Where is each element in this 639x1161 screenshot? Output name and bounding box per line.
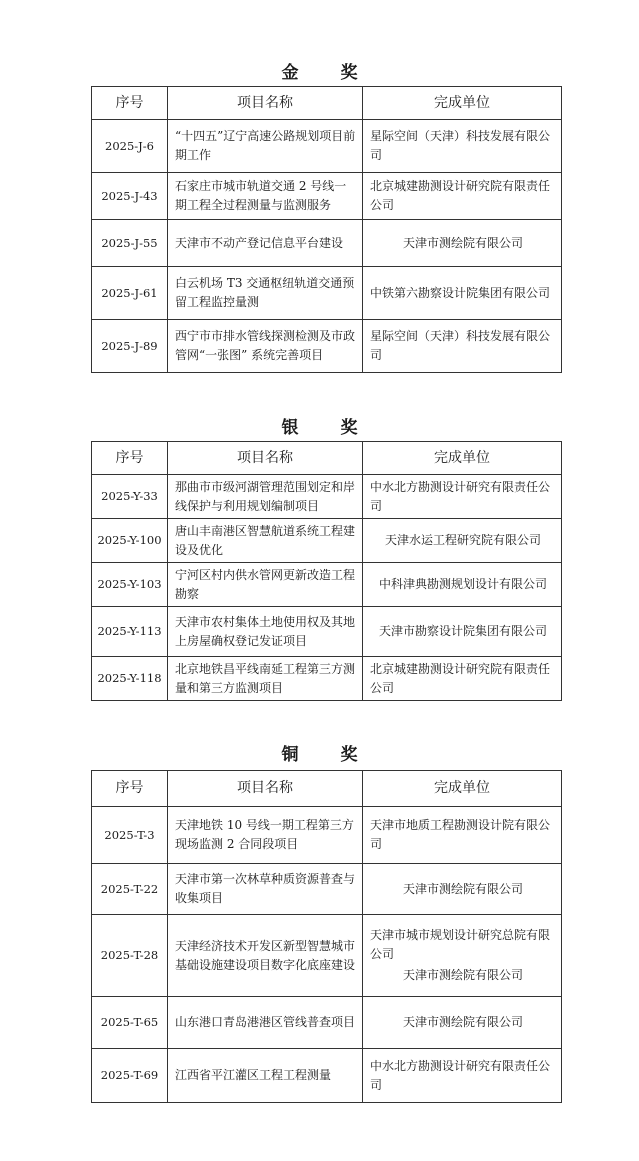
row-unit: 天津市测绘院有限公司: [363, 220, 562, 267]
header-unit: 完成单位: [363, 87, 562, 120]
table-row: [92, 563, 562, 607]
header-name: 项目名称: [168, 442, 363, 475]
row-name: 宁河区村内供水管网更新改造工程勘察: [168, 563, 363, 607]
row-unit: 天津市测绘院有限公司: [363, 864, 562, 915]
header-no: 序号: [92, 771, 168, 807]
row-name: 天津地铁 10 号线一期工程第三方现场监测 2 合同段项目: [168, 807, 363, 864]
row-unit-line: 天津市城市规划设计研究总院有限公司: [370, 928, 551, 961]
table-row: [92, 475, 562, 519]
row-name: 北京地铁昌平线南延工程第三方测量和第三方监测项目: [168, 657, 363, 701]
row-no: 2025-J-6: [92, 120, 168, 173]
row-unit: [363, 915, 562, 997]
header-no: 序号: [92, 442, 168, 475]
table-row: [92, 220, 562, 267]
section-title: 铜 奖: [281, 745, 376, 765]
table-row: [92, 320, 562, 373]
row-name: 江西省平江灌区工程工程测量: [168, 1049, 363, 1103]
row-no: 2025-T-28: [92, 915, 168, 997]
row-no: 2025-J-55: [92, 220, 168, 267]
table-row: [92, 807, 562, 864]
row-unit: 北京城建勘测设计研究院有限责任公司: [363, 173, 562, 220]
row-unit-line: 天津市测绘院有限公司: [402, 968, 523, 982]
row-no: 2025-J-89: [92, 320, 168, 373]
bronze-section: [0, 740, 639, 765]
row-name: 天津市农村集体土地使用权及其地上房屋确权登记发证项目: [168, 607, 363, 657]
header-name: 项目名称: [168, 771, 363, 807]
row-no: 2025-T-69: [92, 1049, 168, 1103]
gold-section: [0, 58, 639, 83]
section-title: 金 奖: [281, 63, 376, 83]
header-unit: 完成单位: [363, 771, 562, 807]
row-no: 2025-Y-118: [92, 657, 168, 701]
row-unit: 星际空间（天津）科技发展有限公司: [363, 320, 562, 373]
row-name: 唐山丰南港区智慧航道系统工程建设及优化: [168, 519, 363, 563]
row-name: 石家庄市城市轨道交通 2 号线一期工程全过程测量与监测服务: [168, 173, 363, 220]
table-row: [92, 519, 562, 563]
row-no: 2025-Y-113: [92, 607, 168, 657]
row-name: 天津经济技术开发区新型智慧城市基础设施建设项目数字化底座建设: [168, 915, 363, 997]
row-unit: 北京城建勘测设计研究院有限责任公司: [363, 657, 562, 701]
row-no: 2025-T-3: [92, 807, 168, 864]
row-unit: 中科津典勘测规划设计有限公司: [363, 563, 562, 607]
table-row: [92, 864, 562, 915]
header-row: [92, 442, 562, 475]
table-row: [92, 1049, 562, 1103]
row-name: 天津市不动产登记信息平台建设: [168, 220, 363, 267]
row-unit: 天津市测绘院有限公司: [363, 997, 562, 1049]
table-row: [92, 173, 562, 220]
row-name: 西宁市市排水管线探测检测及市政管网“一张图” 系统完善项目: [168, 320, 363, 373]
row-unit: 天津市勘察设计院集团有限公司: [363, 607, 562, 657]
silver-table: [91, 441, 562, 701]
row-unit: 天津水运工程研究院有限公司: [363, 519, 562, 563]
row-name: 那曲市市级河湖管理范围划定和岸线保护与利用规划编制项目: [168, 475, 363, 519]
row-no: 2025-T-65: [92, 997, 168, 1049]
table-row: [92, 997, 562, 1049]
table-row: [92, 657, 562, 701]
row-no: 2025-J-61: [92, 267, 168, 320]
gold-table: [91, 86, 562, 373]
header-unit: 完成单位: [363, 442, 562, 475]
table-row: [92, 607, 562, 657]
table-row: [92, 267, 562, 320]
silver-section: [0, 413, 639, 438]
row-unit: 星际空间（天津）科技发展有限公司: [363, 120, 562, 173]
row-unit: 中水北方勘测设计研究有限责任公司: [363, 475, 562, 519]
row-unit: 天津市地质工程勘测设计院有限公司: [363, 807, 562, 864]
bronze-table: [91, 770, 562, 1103]
row-no: 2025-Y-33: [92, 475, 168, 519]
section-title: 银 奖: [281, 418, 376, 438]
header-row: [92, 87, 562, 120]
header-name: 项目名称: [168, 87, 363, 120]
row-no: 2025-J-43: [92, 173, 168, 220]
header-row: [92, 771, 562, 807]
table-row: [92, 915, 562, 997]
row-name: “十四五”辽宁高速公路规划项目前期工作: [168, 120, 363, 173]
row-no: 2025-Y-103: [92, 563, 168, 607]
row-name: 白云机场 T3 交通枢纽轨道交通预留工程监控量测: [168, 267, 363, 320]
table-row: [92, 120, 562, 173]
row-name: 山东港口青岛港港区管线普查项目: [168, 997, 363, 1049]
row-unit: 中铁第六勘察设计院集团有限公司: [363, 267, 562, 320]
row-unit: 中水北方勘测设计研究有限责任公司: [363, 1049, 562, 1103]
row-no: 2025-Y-100: [92, 519, 168, 563]
row-name: 天津市第一次林草种质资源普查与收集项目: [168, 864, 363, 915]
row-no: 2025-T-22: [92, 864, 168, 915]
header-no: 序号: [92, 87, 168, 120]
